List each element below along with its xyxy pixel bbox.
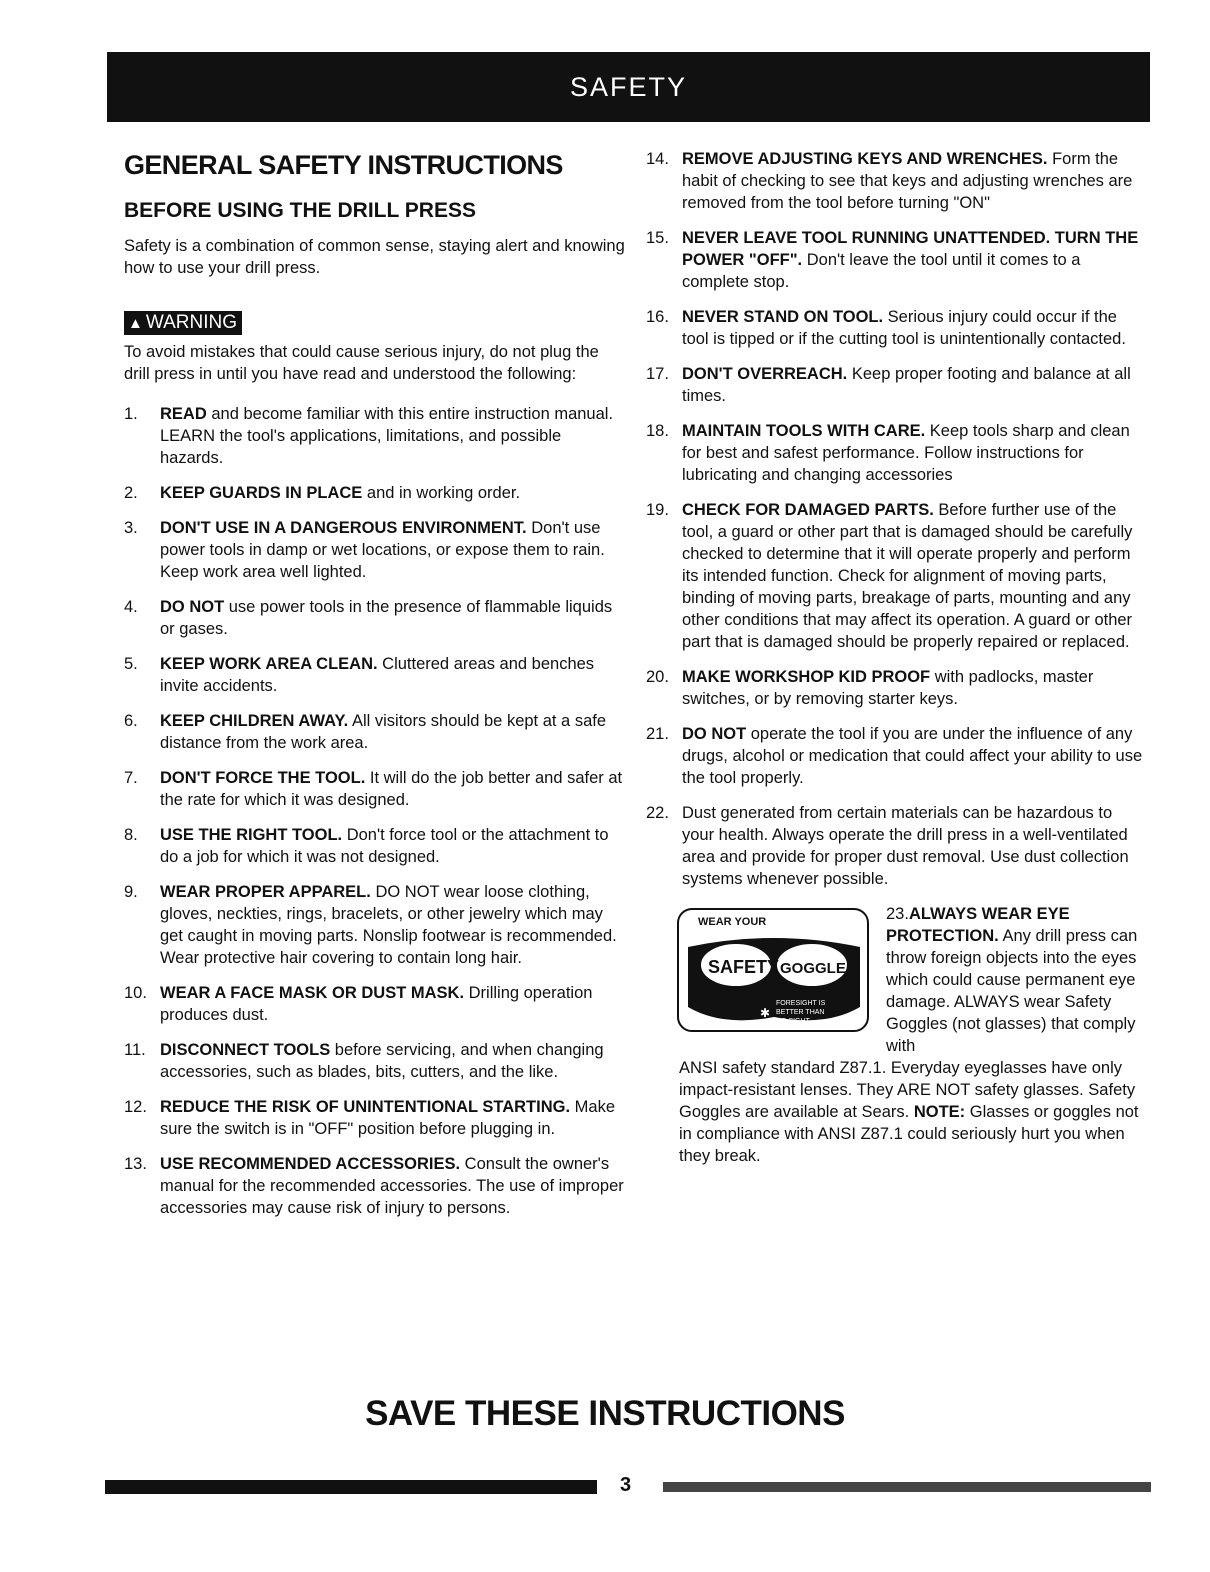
list-item: 20. MAKE WORKSHOP KID PROOF with padlocks, master switches, or by removing starter keys. <box>646 668 1094 708</box>
warning-text: To avoid mistakes that could cause serious injury, do not plug the drill press in until you have read and understood the following: <box>124 343 599 383</box>
list-item: 6. KEEP CHILDREN AWAY. All visitors should be kept at a safe distance from the work area. <box>124 712 607 752</box>
warning-label: WARNING <box>145 312 237 333</box>
footer-rule-right <box>663 1482 1151 1492</box>
list-item: 13. USE RECOMMENDED ACCESSORIES. Consult the owner's manual for the recommended accessories. The use of improper accessories may cause risk of injury to persons. <box>124 1155 624 1217</box>
page-heading: GENERAL SAFETY INSTRUCTIONS <box>124 150 563 180</box>
list-item: 7. DON'T FORCE THE TOOL. It will do the job better and safer at the rate for which it was designed. <box>124 769 623 809</box>
list-item: 16. NEVER STAND ON TOOL. Serious injury could occur if the tool is tipped or if the cutting tool is unintentionally contacted. <box>646 308 1126 348</box>
list-item: 1. READ and become familiar with this entire instruction manual. LEARN the tool's applications, limitations, and possible hazards. <box>124 405 614 467</box>
save-instructions-heading: SAVE THESE INSTRUCTIONS <box>365 1394 845 1433</box>
badge-safety-text: SAFETY <box>708 957 780 977</box>
list-item: 2. KEEP GUARDS IN PLACE and in working order. <box>124 484 521 502</box>
list-item: 15. NEVER LEAVE TOOL RUNNING UNATTENDED. TURN THE POWER "OFF". Don't leave the tool until it comes to a complete stop. <box>646 229 1139 291</box>
list-item: 17. DON'T OVERREACH. Keep proper footing and balance at all times. <box>646 365 1131 405</box>
item-23-continued: ANSI safety standard Z87.1. Everyday eyeglasses have only impact-resistant lenses. They ARE NOT safety glasses. Safety Goggles are available at Sears. NOTE: Glasses or goggles not in compliance with ANSI Z87.1 could seriously hurt you when they break. <box>679 1059 1139 1165</box>
list-item: 12. REDUCE THE RISK OF UNINTENTIONAL STARTING. Make sure the switch is in "OFF" position before plugging in. <box>124 1098 615 1138</box>
badge-motto-2: BETTER THAN <box>776 1009 825 1016</box>
safety-goggles-badge <box>676 907 872 1035</box>
list-item: 19. CHECK FOR DAMAGED PARTS. Before further use of the tool, a guard or other part that is damaged should be carefully checked to determine that it will operate properly and perform its intended function. Check for alignment of moving parts, binding of moving parts, breakage of parts, mounting and any other conditions that may affect its operation. A guard or other part that is damaged should be properly repaired or replaced. <box>646 501 1133 651</box>
section-header-bar <box>107 52 1150 122</box>
page-number: 3 <box>620 1474 632 1496</box>
left-column <box>124 148 626 1232</box>
intro-paragraph: Safety is a combination of common sense, staying alert and knowing how to use your drill press. <box>124 237 625 277</box>
list-item: 21. DO NOT operate the tool if you are under the influence of any drugs, alcohol or medication that could affect your ability to use the tool properly. <box>646 725 1143 787</box>
list-item: 5. KEEP WORK AREA CLEAN. Cluttered areas and benches invite accidents. <box>124 655 595 695</box>
warning-triangle-icon: ▲ <box>128 314 143 332</box>
badge-motto-3: NO SIGHT <box>776 1018 810 1025</box>
badge-motto-1: FORESIGHT IS <box>776 1000 826 1007</box>
eye-protection-block <box>646 903 1146 1057</box>
list-item: 18. MAINTAIN TOOLS WITH CARE. Keep tools sharp and clean for best and safest performance. Follow instructions for lubricating and changing accessories <box>646 422 1130 484</box>
star-icon: ✱ <box>760 1006 771 1020</box>
badge-top-text: WEAR YOUR <box>698 916 767 928</box>
footer-rule-left <box>105 1480 597 1494</box>
warning-badge <box>124 311 242 335</box>
list-item: 22. Dust generated from certain materials can be hazardous to your health. Always operate the drill press in a well-ventilated area and provide for proper dust removal. Use dust collection systems whenever possible. <box>646 804 1129 888</box>
section-title: SAFETY <box>569 71 688 102</box>
item-23-text: 23.ALWAYS WEAR EYE PROTECTION. Any drill press can throw foreign objects into the eyes which could cause permanent eye damage. ALWAYS wear Safety Goggles (not glasses) that comply with <box>886 905 1138 1055</box>
subheading: BEFORE USING THE DRILL PRESS <box>124 199 476 222</box>
list-item: 14. REMOVE ADJUSTING KEYS AND WRENCHES. Form the habit of checking to see that keys and adjusting wrenches are removed from the tool before turning "ON" <box>646 150 1133 212</box>
list-item: 10. WEAR A FACE MASK OR DUST MASK. Drilling operation produces dust. <box>124 984 593 1024</box>
badge-goggles-text: GOGGLES <box>780 960 856 977</box>
list-item: 3. DON'T USE IN A DANGEROUS ENVIRONMENT. Don't use power tools in damp or wet locations, or expose them to rain. Keep work area well lighted. <box>124 519 605 581</box>
right-column <box>646 148 1146 1167</box>
list-item: 4. DO NOT use power tools in the presence of flammable liquids or gases. <box>124 598 613 638</box>
list-item: 8. USE THE RIGHT TOOL. Don't force tool or the attachment to do a job for which it was not designed. <box>124 826 609 866</box>
list-item: 9. WEAR PROPER APPAREL. DO NOT wear loose clothing, gloves, neckties, rings, bracelets, or other jewelry which may get caught in moving parts. Nonslip footwear is recommended. Wear protective hair covering to contain long hair. <box>124 883 617 967</box>
list-item: 11. DISCONNECT TOOLS before servicing, and when changing accessories, such as blades, bits, cutters, and the like. <box>124 1041 604 1081</box>
